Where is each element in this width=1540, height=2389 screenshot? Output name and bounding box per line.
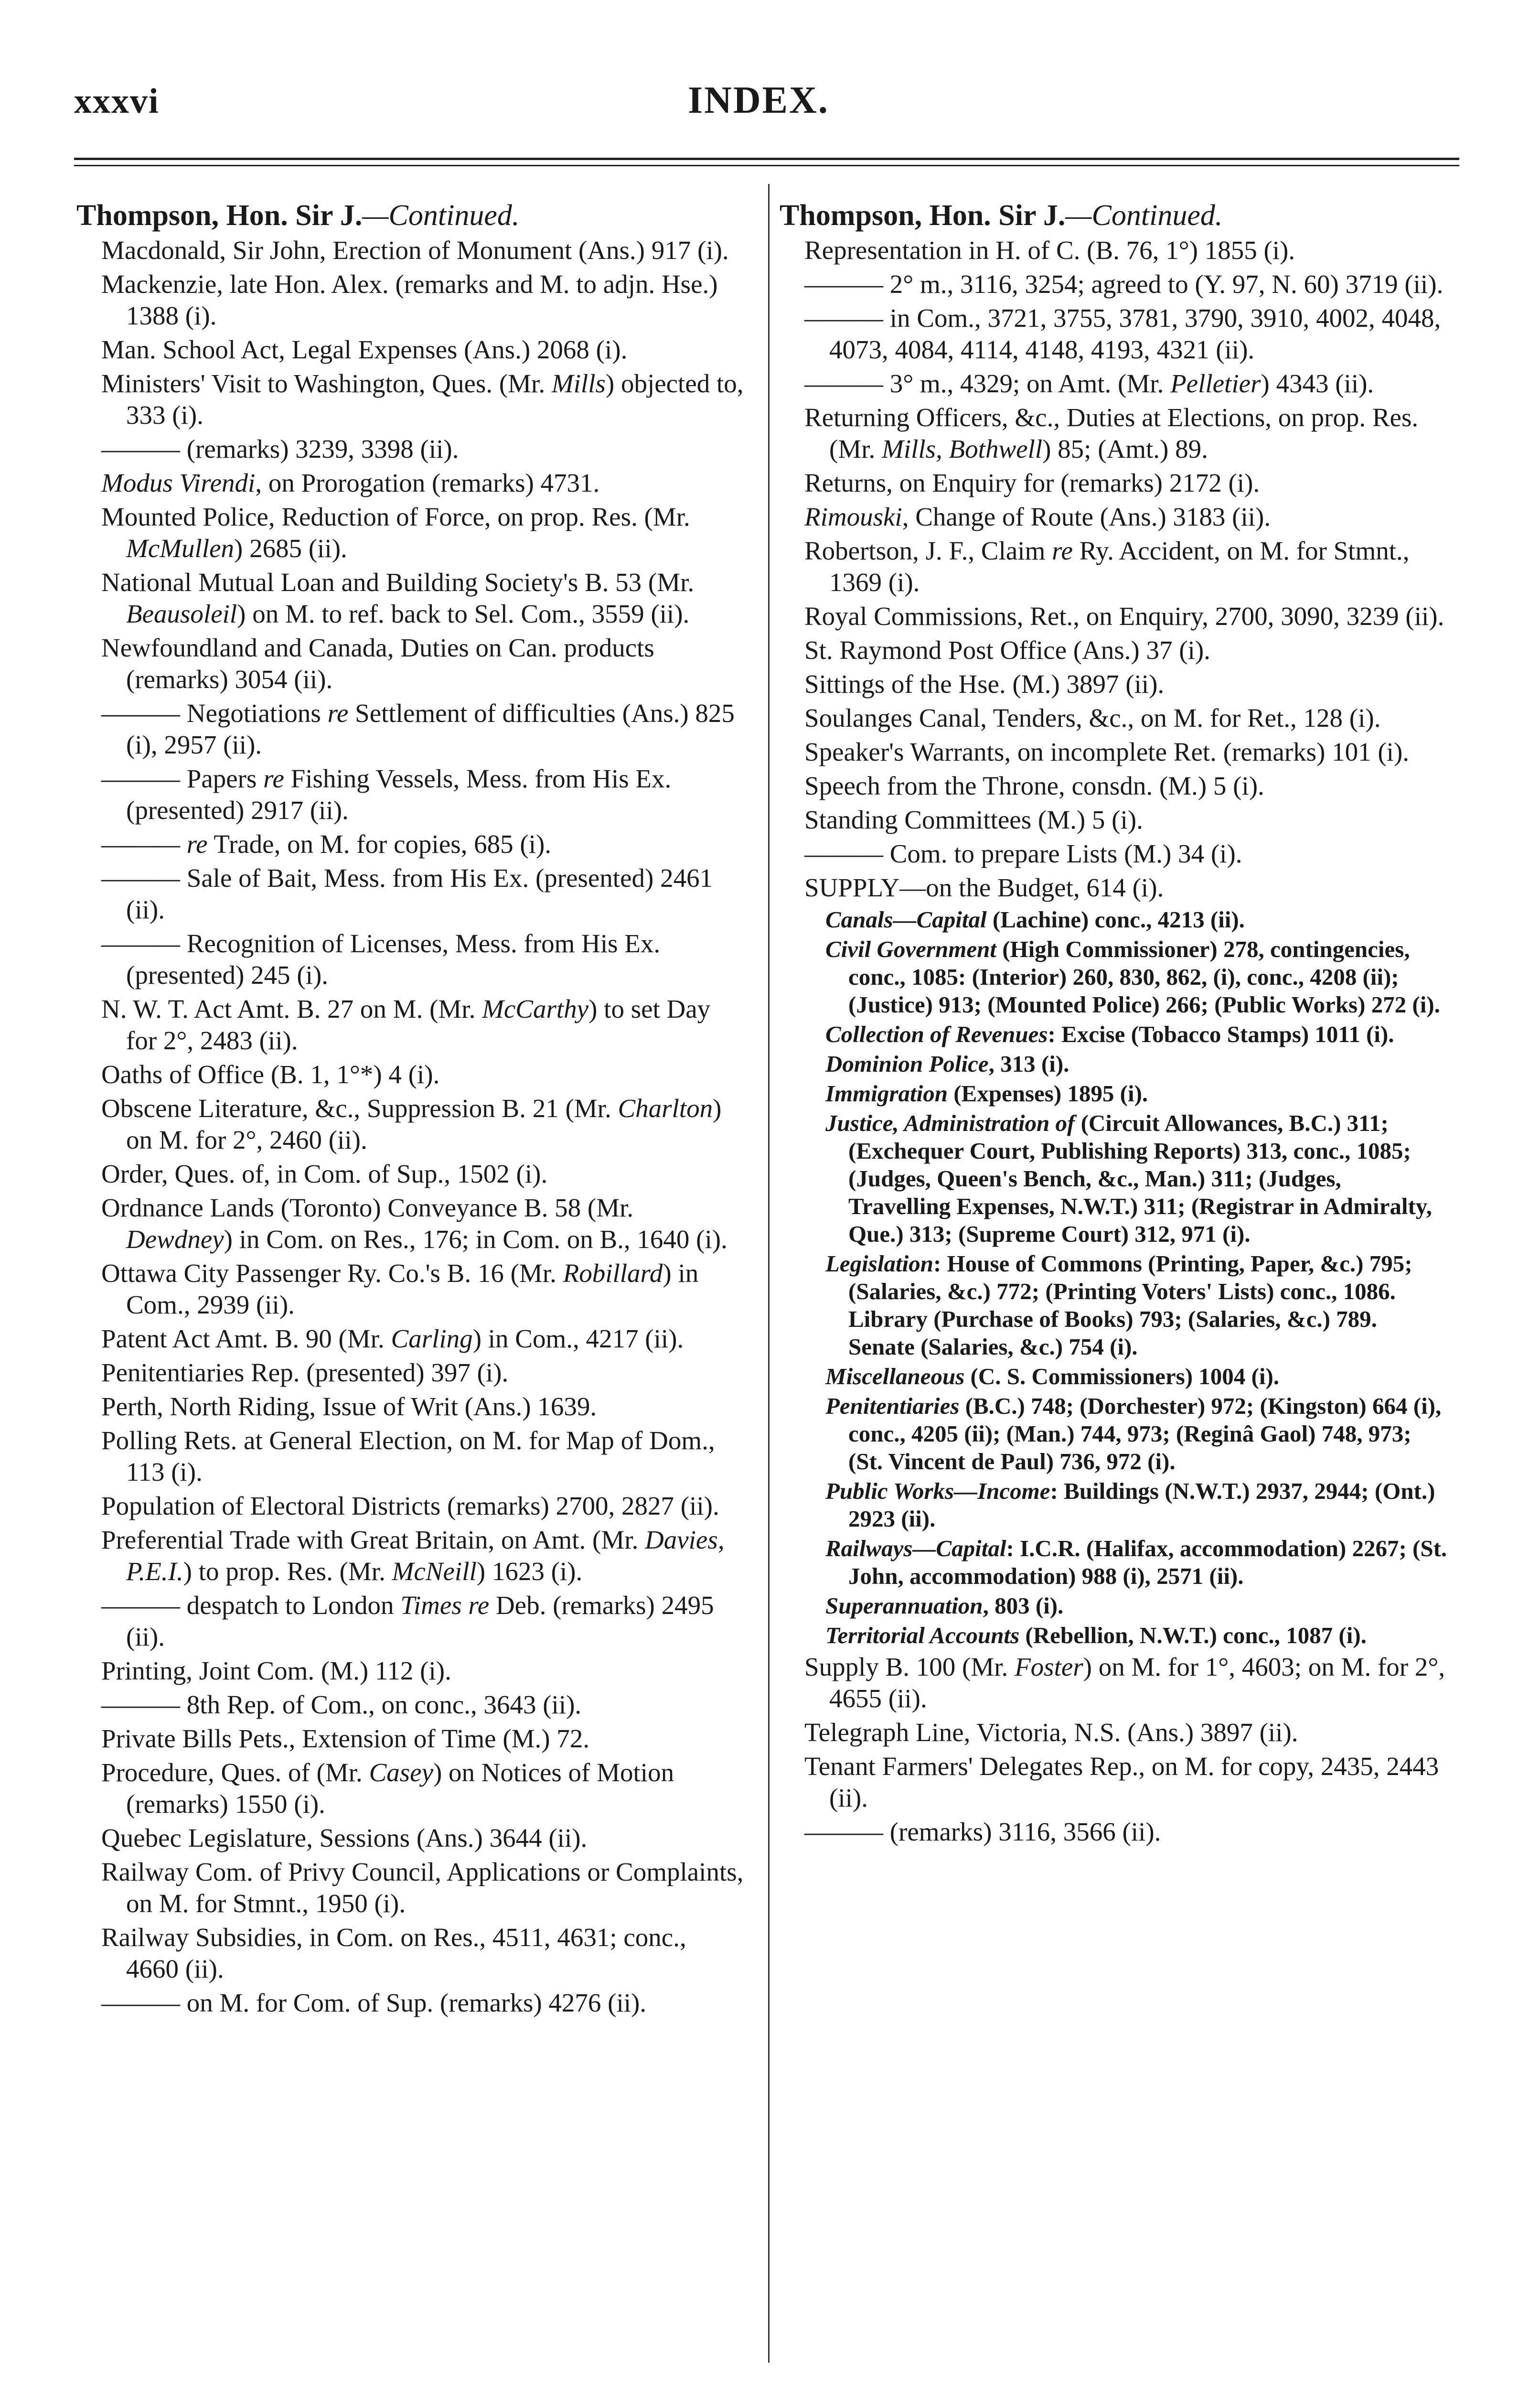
header-rule-thick xyxy=(74,158,1459,160)
supply-subentry: Canals—Capital (Lachine) conc., 4213 (ii). xyxy=(825,906,1245,933)
supply-subentry: Collection of Revenues: Excise (Tobacco Stamps) 1011 (i). xyxy=(825,1021,1394,1047)
supply-subentry: Dominion Police, 313 (i). xyxy=(825,1051,1069,1077)
index-entry: Printing, Joint Com. (M.) 112 (i). xyxy=(101,1656,451,1685)
index-entry: Ministers' Visit to Washington, Ques. (Mr. Mills) objected to, 333 (i). xyxy=(101,369,744,430)
index-entry: Obscene Literature, &c., Suppression B. 21 (Mr. Charlton) on M. for 2°, 2460 (ii). xyxy=(101,1094,722,1154)
index-entry: Polling Rets. at General Election, on M. for Map of Dom., 113 (i). xyxy=(101,1426,715,1486)
index-entry: ——— (remarks) 3239, 3398 (ii). xyxy=(101,434,459,463)
index-entry: Soulanges Canal, Tenders, &c., on M. for Ret., 128 (i). xyxy=(804,703,1381,732)
supply-subentry: Territorial Accounts (Rebellion, N.W.T.) conc., 1087 (i). xyxy=(825,1622,1367,1648)
index-entry: Perth, North Riding, Issue of Writ (Ans.) 1639. xyxy=(101,1392,597,1421)
supply-subentry: Civil Government (High Commissioner) 278, contingencies, conc., 1085: (Interior) 260, 830, 862, (i), conc., 4208 (ii); (Justice) 913; (Mounted Police) 266; (Public Works) 272 (i). xyxy=(825,936,1440,1018)
header-rule-thin xyxy=(74,165,1459,166)
supply-subentry: Miscellaneous (C. S. Commissioners) 1004 (i). xyxy=(825,1363,1280,1389)
index-entry: ——— in Com., 3721, 3755, 3781, 3790, 3910, 4002, 4048, 4073, 4084, 4114, 4148, 4193, 4321 (ii). xyxy=(804,303,1441,364)
index-entry: Sittings of the Hse. (M.) 3897 (ii). xyxy=(804,669,1165,699)
index-entry: Returns, on Enquiry for (remarks) 2172 (i). xyxy=(804,468,1260,497)
index-entry: Ordnance Lands (Toronto) Conveyance B. 58 (Mr. Dewdney) in Com. on Res., 176; in Com. on B., 1640 (i). xyxy=(101,1193,727,1254)
right-column xyxy=(780,198,1448,1850)
index-entry: St. Raymond Post Office (Ans.) 37 (i). xyxy=(804,635,1210,665)
index-entry: Oaths of Office (B. 1, 1°*) 4 (i). xyxy=(101,1060,440,1089)
supply-subentry: Superannuation, 803 (i). xyxy=(825,1593,1064,1619)
index-entry: Procedure, Ques. of (Mr. Casey) on Notices of Motion (remarks) 1550 (i). xyxy=(101,1758,674,1819)
right-column-heading: Thompson, Hon. Sir J.—Continued. xyxy=(780,199,1223,232)
index-entry: National Mutual Loan and Building Society's B. 53 (Mr. Beausoleil) on M. to ref. back to Sel. Com., 3559 (ii). xyxy=(101,568,695,628)
page-title: INDEX. xyxy=(688,79,829,121)
index-entry: Quebec Legislature, Sessions (Ans.) 3644 (ii). xyxy=(101,1823,588,1852)
left-column xyxy=(76,198,745,2021)
supply-subentry: Penitentiaries (B.C.) 748; (Dorchester) 972; (Kingston) 664 (i), conc., 4205 (ii); (Man.) 744, 973; (Reginâ Gaol) 748, 973; (St. Vincent de Paul) 736, 972 (i). xyxy=(825,1393,1442,1474)
index-entry: ——— 2° m., 3116, 3254; agreed to (Y. 97, N. 60) 3719 (ii). xyxy=(804,269,1444,299)
supply-subentry: Legislation: House of Commons (Printing, Paper, &c.) 795; (Salaries, &c.) 772; (Printing Voters' Lists) conc., 1086. Library (Purchase of Books) 793; (Salaries, &c.) 789. Senate (Salaries, &c.) 754 (i). xyxy=(825,1250,1412,1360)
index-entry: ——— Papers re Fishing Vessels, Mess. from His Ex. (presented) 2917 (ii). xyxy=(101,764,672,825)
index-entry: Standing Committees (M.) 5 (i). xyxy=(804,805,1143,834)
index-entry: Telegraph Line, Victoria, N.S. (Ans.) 3897 (ii). xyxy=(804,1718,1298,1747)
index-entry: Tenant Farmers' Delegates Rep., on M. for copy, 2435, 2443 (ii). xyxy=(804,1752,1439,1812)
page-number: xxxvi xyxy=(74,82,160,121)
index-entry: Robertson, J. F., Claim re Ry. Accident, on M. for Stmnt., 1369 (i). xyxy=(804,536,1410,597)
index-entry: Railway Subsidies, in Com. on Res., 4511, 4631; conc., 4660 (ii). xyxy=(101,1923,686,1983)
right-entry-list xyxy=(780,235,1448,904)
index-entry: ——— re Trade, on M. for copies, 685 (i). xyxy=(101,829,552,859)
index-entry: ——— 3° m., 4329; on Amt. (Mr. Pelletier) 4343 (ii). xyxy=(804,369,1374,398)
left-entry-list xyxy=(76,235,745,2019)
index-entry: Royal Commissions, Ret., on Enquiry, 2700, 3090, 3239 (ii). xyxy=(804,602,1444,631)
index-entry: ——— despatch to London Times re Deb. (remarks) 2495 (ii). xyxy=(101,1591,714,1651)
index-entry: Private Bills Pets., Extension of Time (M.) 72. xyxy=(101,1724,590,1753)
index-entry: Ottawa City Passenger Ry. Co.'s B. 16 (Mr. Robillard) in Com., 2939 (ii). xyxy=(101,1259,699,1319)
index-entry: Mackenzie, late Hon. Alex. (remarks and M. to adjn. Hse.) 1388 (i). xyxy=(101,269,718,330)
index-entry: Newfoundland and Canada, Duties on Can. products (remarks) 3054 (ii). xyxy=(101,633,654,694)
index-entry: Rimouski, Change of Route (Ans.) 3183 (ii). xyxy=(804,502,1271,531)
left-column-heading: Thompson, Hon. Sir J.—Continued. xyxy=(76,199,520,232)
supply-subentry-list xyxy=(780,906,1448,1649)
supply-subentry: Justice, Administration of (Circuit Allowances, B.C.) 311; (Exchequer Court, Publishing Reports) 313, conc., 1085; (Judges, Queen's Bench, &c., Man.) 311; (Judges, Travelling Expenses, N.W.T.) 311; (Registrar in Admiralty, Que.) 313; (Supreme Court) 312, 971 (i). xyxy=(825,1110,1432,1247)
index-entry: Order, Ques. of, in Com. of Sup., 1502 (i). xyxy=(101,1159,548,1188)
index-entry: ——— Recognition of Licenses, Mess. from His Ex. (presented) 245 (i). xyxy=(101,929,661,990)
index-entry: Modus Virendi, on Prorogation (remarks) 4731. xyxy=(101,468,600,497)
index-entry: ——— Com. to prepare Lists (M.) 34 (i). xyxy=(804,839,1242,868)
index-entry: Speech from the Throne, consdn. (M.) 5 (i). xyxy=(804,771,1264,800)
index-entry: N. W. T. Act Amt. B. 27 on M. (Mr. McCarthy) to set Day for 2°, 2483 (ii). xyxy=(101,994,711,1055)
index-entry: SUPPLY—on the Budget, 614 (i). xyxy=(804,873,1164,902)
index-entry: Supply B. 100 (Mr. Foster) on M. for 1°, 4603; on M. for 2°, 4655 (ii). xyxy=(804,1652,1445,1713)
index-entry: Population of Electoral Districts (remarks) 2700, 2827 (ii). xyxy=(101,1491,719,1520)
index-entry: Man. School Act, Legal Expenses (Ans.) 2068 (i). xyxy=(101,335,628,364)
index-entry: ——— 8th Rep. of Com., on conc., 3643 (ii). xyxy=(101,1690,582,1719)
right-tail-entry-list xyxy=(780,1651,1448,1848)
supply-subentry: Immigration (Expenses) 1895 (i). xyxy=(825,1080,1148,1107)
column-divider xyxy=(768,184,770,2363)
index-entry: ——— (remarks) 3116, 3566 (ii). xyxy=(804,1817,1161,1846)
index-entry: Railway Com. of Privy Council, Applications or Complaints, on M. for Stmnt., 1950 (i). xyxy=(101,1857,744,1918)
index-entry: Representation in H. of C. (B. 76, 1°) 1855 (i). xyxy=(804,236,1295,265)
index-entry: Returning Officers, &c., Duties at Elections, on prop. Res. (Mr. Mills, Bothwell) 85; (Amt.) 89. xyxy=(804,403,1419,463)
index-entry: Penitentiaries Rep. (presented) 397 (i). xyxy=(101,1358,509,1387)
index-entry: ——— Negotiations re Settlement of difficulties (Ans.) 825 (i), 2957 (ii). xyxy=(101,699,735,759)
index-entry: Macdonald, Sir John, Erection of Monument (Ans.) 917 (i). xyxy=(101,236,729,265)
supply-subentry: Railways—Capital: I.C.R. (Halifax, accommodation) 2267; (St. John, accommodation) 988 (i), 2571 (ii). xyxy=(825,1535,1447,1589)
supply-subentry: Public Works—Income: Buildings (N.W.T.) 2937, 2944; (Ont.) 2923 (ii). xyxy=(825,1478,1435,1532)
index-entry: Preferential Trade with Great Britain, on Amt. (Mr. Davies, P.E.I.) to prop. Res. (Mr. McNeill) 1623 (i). xyxy=(101,1525,725,1586)
index-entry: Patent Act Amt. B. 90 (Mr. Carling) in Com., 4217 (ii). xyxy=(101,1324,684,1353)
index-entry: ——— on M. for Com. of Sup. (remarks) 4276 (ii). xyxy=(101,1988,647,2017)
index-entry: ——— Sale of Bait, Mess. from His Ex. (presented) 2461 (ii). xyxy=(101,863,713,924)
index-entry: Speaker's Warrants, on incomplete Ret. (remarks) 101 (i). xyxy=(804,737,1410,766)
index-entry: Mounted Police, Reduction of Force, on prop. Res. (Mr. McMullen) 2685 (ii). xyxy=(101,502,690,563)
